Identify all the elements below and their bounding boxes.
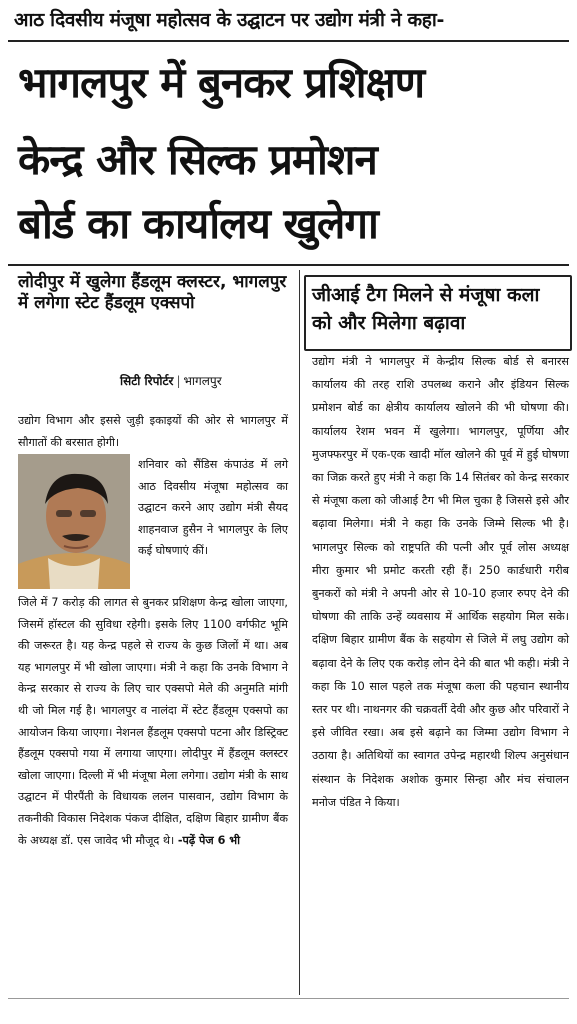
left-intro-paragraph: उद्योग विभाग और इससे जुड़ी इकाइयों की ओर से भागलपुर में सौगातों की बरसात होगी। [18, 414, 288, 449]
headline-line-1: भागलपुर में बुनकर प्रशिक्षण [18, 58, 425, 107]
column-divider [299, 270, 300, 995]
left-body-paragraph [18, 592, 288, 851]
top-rule [8, 40, 569, 42]
byline-separator: | [176, 374, 181, 388]
continued-on-page: -पढ़ें पेज 6 भी [177, 833, 241, 847]
portrait-image [18, 454, 130, 589]
right-body-paragraph: उद्योग मंत्री ने भागलपुर में केन्द्रीय सिल्क बोर्ड से बनारस कार्यालय की तरह राशि उपलब्ध कराने और इंडियन सिल्क प्रमोशन बोर्ड का क्षेत्रीय कार्यालय खोलने की भी घोषणा की। कार्यालय रेशम भवन में खुलेगा। भागलपुर, पूर्णिया और मुजफ्फरपुर में एक-एक खादी मॉल खोलने की पूर्व में हुई घोषणा का जिक्र करते हुए मंत्री ने कहा कि 14 सितंबर को केन्द्र सरकार से मंजूषा कला को जीआई टैग भी मिल चुका है जिससे इसे और बढ़ावा मिलेगा। मंत्री ने कहा कि उनके जिम्मे सिल्क भी है। भागलपुर सिल्क को राष्ट्रपति की पत्नी और पूर्व लोस अध्यक्ष मीरा कुमार भी प्रमोट करती रही हैं। 250 कार्डधारी गरीब बुनकरों को मंत्री ने अपनी ओर से 10-10 हजार रुपए देने की घोषणा की ताकि उन्हें व्यवसाय में आर्थिक सहयोग मिल सके। दक्षिण बिहार ग्रामीण बैंक के सहयोग से जिले में लघु उद्योग को बढ़ावा देने के लिए एक करोड़ लोन देने की बात भी कही। मंत्री ने कहा कि 10 साल पहले तक मंजूषा कला की पहचान स्थानीय स्तर पर थी। नाथनगर की चक्रवर्ती देवी और कुछ और परिवारों ने इसे जीवित रखा। अब इसे बढ़ाने का जिम्मा उद्योग विभाग ने उठाया है। अतिथियों का स्वागत उपेन्द्र महारथी शिल्प अनुसंधान संस्थान के निदेशक अशोक कुमार सिन्हा और मंच संचालन मनोज पंडित ने किया। [312, 355, 569, 809]
headline-line-3: बोर्ड का कार्यालय खुलेगा [18, 199, 378, 248]
subheadline-left: लोदीपुर में खुलेगा हैंडलूम क्लस्टर, भागलपुर में लगेगा स्टेट हैंडलूम एक्सपो [18, 272, 287, 314]
left-paragraph-beside-photo: शनिवार को सैंडिस कंपाउंड में लगे आठ दिवसीय मंजूषा महोत्सव का उद्घाटन करने आए उद्योग मंत्री सैयद शाहनवाज हुसैन ने भागलपुर के लिए कई घोषणाएं कीं। [138, 458, 288, 558]
headline-line-2: केन्द्र और सिल्क प्रमोशन [18, 135, 377, 184]
subheadline-right: जीआई टैग मिलने से मंजूषा कला को और मिलेगा बढ़ावा [312, 284, 540, 334]
byline-reporter: सिटी रिपोर्टर [120, 374, 174, 388]
byline-location: भागलपुर [183, 374, 222, 388]
bottom-rule [8, 998, 569, 999]
byline [120, 372, 222, 389]
kicker-line: आठ दिवसीय मंजूषा महोत्सव के उद्घाटन पर उद्योग मंत्री ने कहा- [14, 9, 445, 31]
left-body-text: जिले में 7 करोड़ की लागत से बुनकर प्रशिक्षण केन्द्र खोला जाएगा, जिसमें हॉस्टल की सुविधा रहेगी। इसके लिए 1100 वर्गफीट भूमि की जरूरत है। यह केन्द्र पहले से राज्य के कुछ जिलों में था। अब यह भागलपुर में भी खोला जाएगा। मंत्री ने कहा कि उनके विभाग ने केन्द्र सरकार से राज्य के लिए चार एक्सपो मेले की अनुमति मांगी थी जो मिल गई है। भागलपुर व नालंदा में स्टेट हैंडलूम एक्सपो का आयोजन किया जाएगा। नेशनल हैंडलूम एक्सपो पटना और डिस्ट्रिक्ट हैंडलूम एक्सपो गया में लगाया जाएगा। लोदीपुर में हैंडलूम क्लस्टर खोला जाएगा। दिल्ली में भी मंजूषा मेला लगेगा। उद्योग मंत्री के साथ उद्घाटन में पीरपैंती के विधायक ललन पासवान, उद्योग विभाग के तकनीकी विकास निदेशक पंकज दीक्षित, दक्षिण बिहार ग्रामीण बैंक के अध्यक्ष डॉ. एस जावेद भी मौजूद थे। [18, 596, 288, 847]
headline-rule [8, 264, 569, 266]
minister-photo [18, 454, 130, 589]
